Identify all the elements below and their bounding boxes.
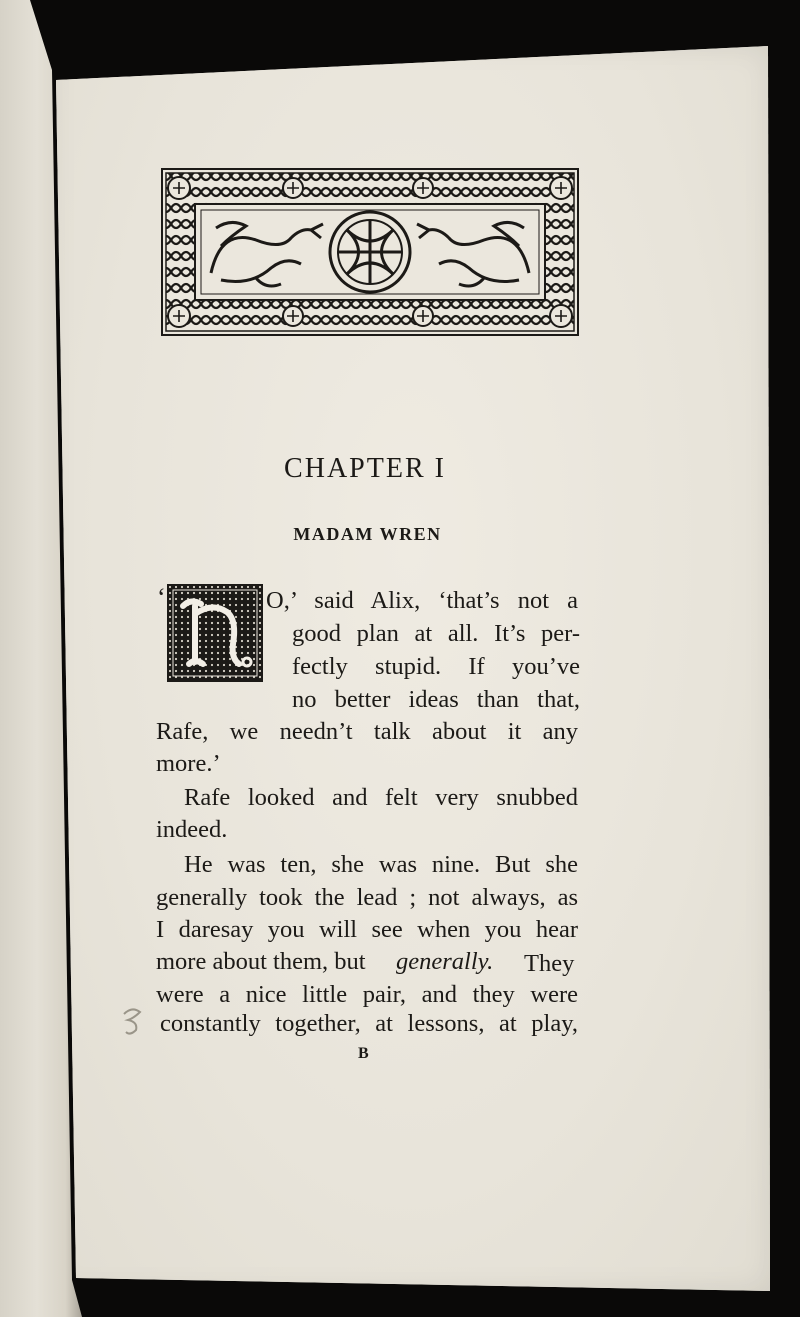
body-line-9: He was ten, she was nine. But she bbox=[184, 851, 578, 878]
chapter-title: CHAPTER I bbox=[284, 453, 446, 484]
opening-quote-mark: ‘ bbox=[157, 583, 166, 612]
body-line-7: Rafe looked and felt very snubbed bbox=[184, 784, 578, 811]
body-line-12a: more about them, but bbox=[156, 948, 366, 975]
body-line-10: generally took the lead ; not always, as bbox=[156, 884, 578, 911]
body-line-1: O,’ said Alix, ‘that’s not a bbox=[266, 587, 578, 614]
signature-mark: B bbox=[358, 1045, 369, 1062]
body-line-3: fectly stupid. If you’ve bbox=[292, 653, 580, 680]
body-line-14: constantly together, at lessons, at play, bbox=[160, 1010, 578, 1037]
body-line-2: good plan at all. It’s per- bbox=[292, 620, 580, 647]
body-line-4: no better ideas than that, bbox=[292, 686, 580, 713]
headpiece-ornament bbox=[161, 168, 579, 336]
body-line-5: Rafe, we needn’t talk about it any bbox=[156, 718, 578, 745]
ornamental-dropcap bbox=[167, 584, 263, 682]
body-line-6: more.’ bbox=[156, 750, 221, 777]
body-line-12-italic: generally. bbox=[396, 948, 494, 975]
body-line-12b: They bbox=[524, 950, 575, 977]
section-title: MADAM WREN bbox=[293, 524, 442, 544]
body-line-8: indeed. bbox=[156, 816, 228, 843]
body-line-13: were a nice little pair, and they were bbox=[156, 981, 578, 1008]
pencil-mark bbox=[118, 1000, 152, 1040]
body-line-11: I daresay you will see when you hear bbox=[156, 916, 578, 943]
